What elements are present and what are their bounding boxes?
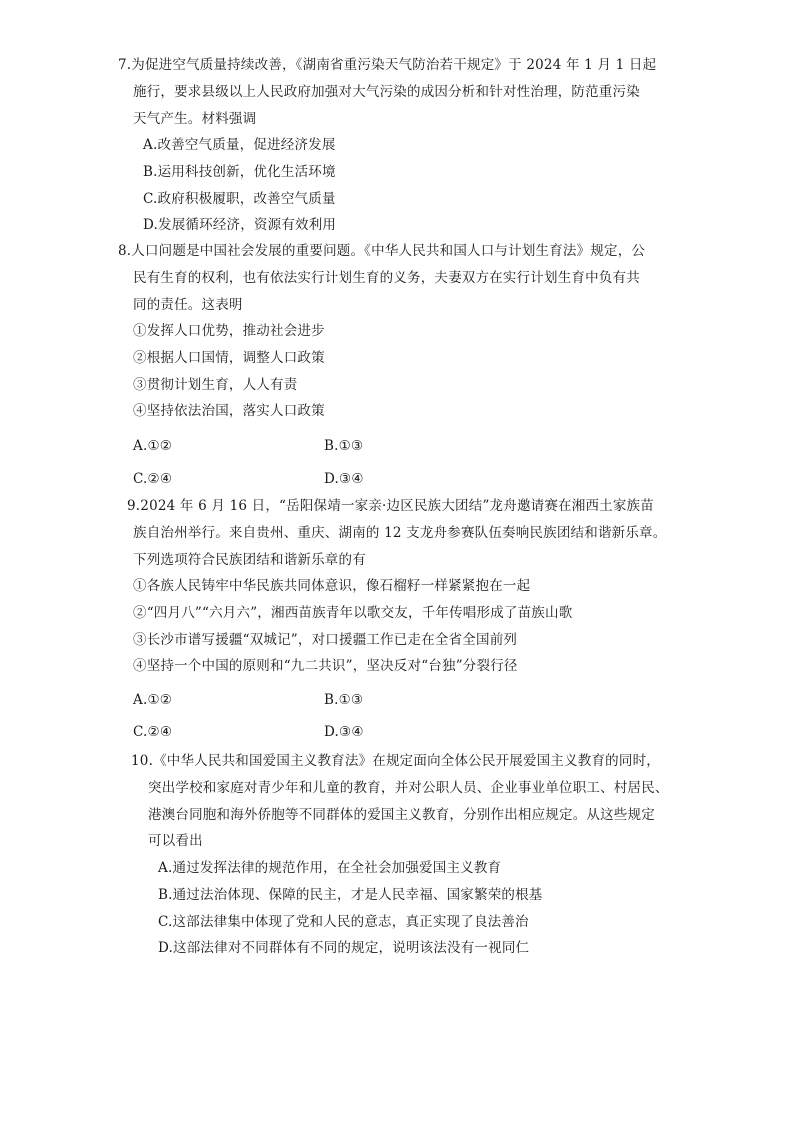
q10-option-c[interactable]: C.这部法律集中体现了党和人民的意志，真正实现了良法善治 [158,914,529,930]
q8-stem-line-2: 民有生育的权利，也有依法实行计划生育的义务，夫妻双方在实行计划生育中负有共 [133,270,640,286]
q8-stem-line-1: 8.人口问题是中国社会发展的重要问题。《中华人民共和国人口与计划生育法》规定，公 [118,243,646,259]
q8-statement-3: ③贯彻计划生育，人人有责 [133,377,298,393]
q10-stem-line-3: 港澳台同胞和海外侨胞等不同群体的爱国主义教育，分别作出相应规定。从这些规定 [148,807,655,823]
q9-stem-line-2: 族自治州举行。来自贵州、重庆、湖南的 12 支龙舟参赛队伍奏响民族团结和谐新乐章。 [133,525,667,541]
q7-option-d[interactable]: D.发展循环经济，资源有效利用 [143,217,337,233]
q10-option-b[interactable]: B.通过法治体现、保障的民主，才是人民幸福、国家繁荣的根基 [158,887,543,903]
q9-option-d[interactable]: D.③④ [324,724,364,740]
q9-statement-2: ②“四月八”“六月六”，湘西苗族青年以歌交友，千年传唱形成了苗族山歌 [133,605,573,621]
q9-option-b[interactable]: B.①③ [324,692,364,708]
q7-option-a[interactable]: A.改善空气质量，促进经济发展 [143,137,336,153]
q8-statement-2: ②根据人口国情，调整人口政策 [133,350,325,366]
q8-statement-4: ④坚持依法治国，落实人口政策 [133,403,325,419]
q10-option-a[interactable]: A.通过发挥法律的规范作用，在全社会加强爱国主义教育 [158,860,502,876]
q7-option-b[interactable]: B.运用科技创新，优化生活环境 [143,164,336,180]
q10-option-d[interactable]: D.这部法律对不同群体有不同的规定，说明该法没有一视同仁 [158,940,530,956]
q7-stem-line-2: 施行，要求县级以上人民政府加强对大气污染的成因分析和针对性治理，防范重污染 [133,84,640,100]
q7-stem-line-3: 天气产生。材料强调 [133,111,257,127]
q8-option-b[interactable]: B.①③ [324,438,364,454]
q10-stem-line-2: 突出学校和家庭对青少年和儿童的教育，并对公职人员、企业事业单位职工、村居民、 [148,780,669,796]
q8-option-c[interactable]: C.②④ [133,471,173,487]
q8-option-d[interactable]: D.③④ [324,471,364,487]
q7-option-c[interactable]: C.政府积极履职，改善空气质量 [143,191,336,207]
q7-stem-line-1: 7.为促进空气质量持续改善，《湖南省重污染天气防治若干规定》于 2024 年 1 月 1 日起 [118,57,657,73]
q10-stem-line-1: 10.《中华人民共和国爱国主义教育法》在规定面向全体公民开展爱国主义教育的同时， [131,753,660,769]
q8-option-a[interactable]: A.①② [133,438,173,454]
q9-option-a[interactable]: A.①② [133,692,173,708]
q9-statement-4: ④坚持一个中国的原则和“九二共识”，坚决反对“台独”分裂行径 [133,658,518,674]
q10-stem-line-4: 可以看出 [148,833,203,849]
q8-statement-1: ①发挥人口优势，推动社会进步 [133,323,325,339]
q9-option-c[interactable]: C.②④ [133,724,173,740]
q9-stem-line-1: 9.2024 年 6 月 16 日，“岳阳保靖一家亲·边区民族大团结”龙舟邀请赛在湘西土家族苗 [127,498,654,514]
q9-statement-3: ③长沙市谱写援疆“双城记”，对口援疆工作已走在全省全国前列 [133,632,518,648]
q9-stem-line-3: 下列选项符合民族团结和谐新乐章的有 [133,552,366,568]
q9-statement-1: ①各族人民铸牢中华民族共同体意识，像石榴籽一样紧紧抱在一起 [133,578,531,594]
q8-stem-line-3: 同的责任。这表明 [133,297,243,313]
